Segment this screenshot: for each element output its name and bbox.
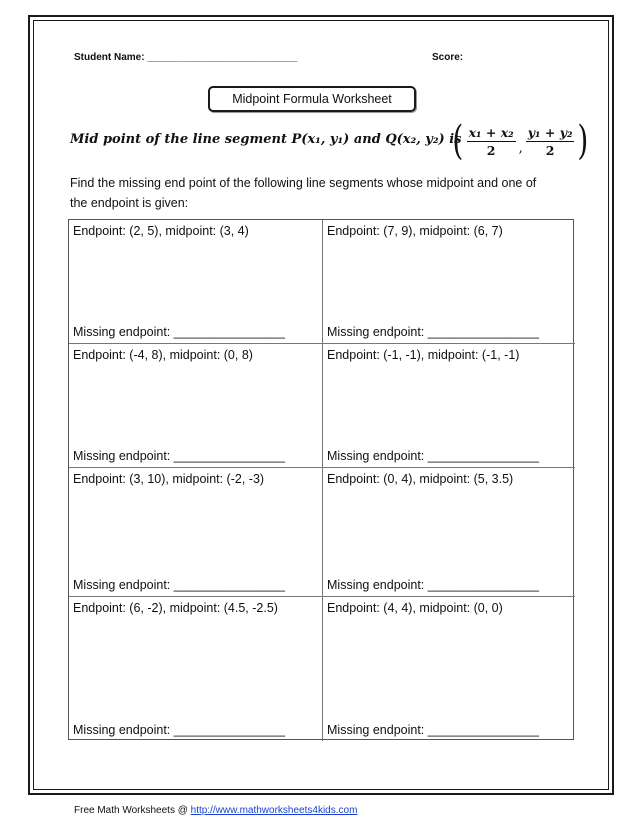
missing-endpoint-answer[interactable]: Missing endpoint: ________________ [73, 578, 285, 592]
problem-cell-1 [69, 220, 323, 344]
footer-prefix: Free Math Worksheets @ [74, 805, 191, 816]
problem-grid [68, 219, 574, 740]
problem-cell-2 [323, 220, 575, 344]
missing-endpoint-answer[interactable]: Missing endpoint: ________________ [73, 723, 285, 737]
footer [74, 805, 357, 816]
formula-comma: , [518, 140, 523, 156]
problem-given: Endpoint: (2, 5), midpoint: (3, 4) [73, 224, 249, 238]
problem-cell-8 [323, 597, 575, 741]
x-fraction [467, 125, 516, 158]
problem-cell-6 [323, 468, 575, 597]
problem-given: Endpoint: (0, 4), midpoint: (5, 3.5) [327, 472, 514, 486]
y-fraction [526, 125, 575, 158]
problem-given: Endpoint: (-1, -1), midpoint: (-1, -1) [327, 348, 520, 362]
y-numerator: y₁ + y₂ [527, 124, 573, 140]
problem-cell-7 [69, 597, 323, 741]
problem-cell-5 [69, 468, 323, 597]
formula-text: Mid point of the line segment P(x₁, y₁) and Q(x₂, y₂) is [70, 132, 462, 147]
problem-given: Endpoint: (7, 9), midpoint: (6, 7) [327, 224, 503, 238]
left-paren: ( [452, 118, 464, 164]
missing-endpoint-answer[interactable]: Missing endpoint: ________________ [327, 449, 539, 463]
y-denominator: 2 [545, 142, 555, 158]
student-name-field[interactable]: Student Name: ___________________________ [74, 52, 298, 63]
score-label: Score: [432, 52, 464, 63]
x-denominator: 2 [486, 142, 496, 158]
problem-given: Endpoint: (3, 10), midpoint: (-2, -3) [73, 472, 265, 486]
formula-fraction-group [450, 120, 591, 162]
instructions: Find the missing end point of the following line segments whose midpoint and one of the endpoint is given: [70, 176, 537, 210]
missing-endpoint-answer[interactable]: Missing endpoint: ________________ [73, 325, 285, 339]
problem-given: Endpoint: (-4, 8), midpoint: (0, 8) [73, 348, 253, 362]
problem-cell-3 [69, 344, 323, 468]
problem-given: Endpoint: (4, 4), midpoint: (0, 0) [327, 601, 503, 615]
missing-endpoint-answer[interactable]: Missing endpoint: ________________ [73, 449, 285, 463]
footer-link[interactable]: http://www.mathworksheets4kids.com [190, 805, 358, 816]
missing-endpoint-answer[interactable]: Missing endpoint: ________________ [327, 723, 539, 737]
x-numerator: x₁ + x₂ [468, 124, 514, 140]
missing-endpoint-answer[interactable]: Missing endpoint: ________________ [327, 325, 539, 339]
right-paren: ) [577, 118, 589, 164]
problem-given: Endpoint: (6, -2), midpoint: (4.5, -2.5) [73, 601, 278, 615]
worksheet-title: Midpoint Formula Worksheet [208, 86, 416, 112]
midpoint-formula [70, 120, 600, 164]
missing-endpoint-answer[interactable]: Missing endpoint: ________________ [327, 578, 539, 592]
problem-cell-4 [323, 344, 575, 468]
